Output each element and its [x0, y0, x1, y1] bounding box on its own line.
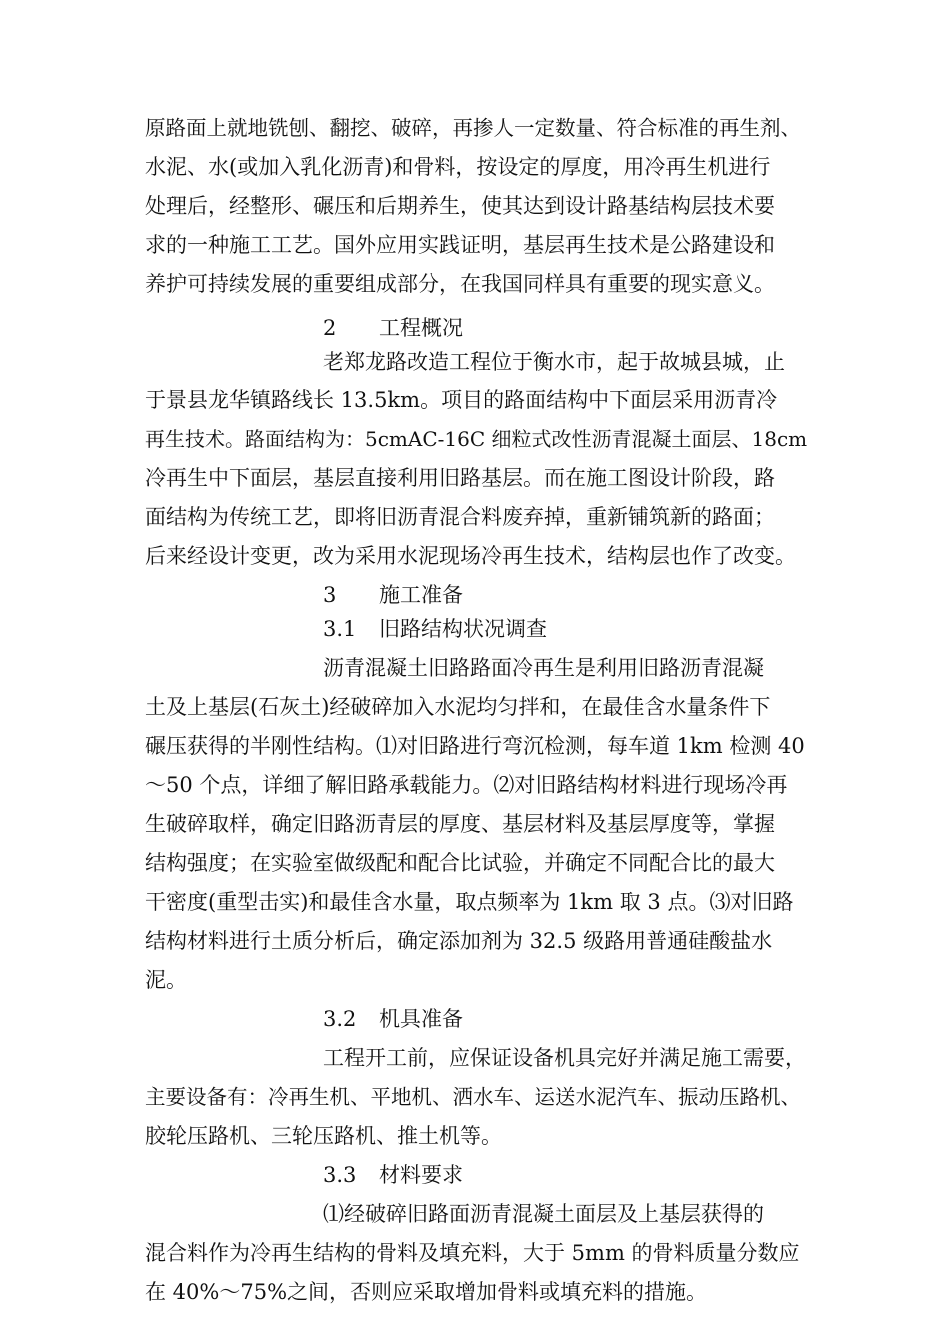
section-3-1-title: 旧路结构状况调查	[379, 617, 547, 641]
section-3-title: 施工准备	[379, 583, 463, 607]
section-3-3-number: 3.3	[323, 1163, 357, 1187]
section-3-1-line-9: 泥。	[145, 968, 187, 992]
section-2-heading	[323, 313, 463, 343]
intro-line-5: 养护可持续发展的重要组成部分，在我国同样具有重要的现实意义。	[145, 272, 775, 296]
section-3-2-heading	[323, 1004, 463, 1034]
section-3-1-line-4: ～50 个点，详细了解旧路承载能力。⑵对旧路结构材料进行现场冷再	[145, 773, 788, 797]
section-3-1-line-5: 生破碎取样，确定旧路沥青层的厚度、基层材料及基层厚度等，掌握	[145, 812, 775, 836]
section-3-1-heading	[323, 614, 547, 644]
section-3-number: 3	[323, 583, 337, 607]
section-3-3-line-3: 在 40%～75%之间，否则应采取增加骨料或填充料的措施。	[145, 1280, 708, 1304]
section-2-number: 2	[323, 316, 337, 340]
intro-line-4: 求的一种施工工艺。国外应用实践证明，基层再生技术是公路建设和	[145, 233, 775, 257]
section-3-1-line-8: 结构材料进行土质分析后，确定添加剂为 32.5 级路用普通硅酸盐水	[145, 929, 773, 953]
section-2-title: 工程概况	[379, 316, 463, 340]
intro-line-3: 处理后，经整形、碾压和后期养生，使其达到设计路基结构层技术要	[145, 194, 775, 218]
section-3-1-line-7: 干密度(重型击实)和最佳含水量，取点频率为 1km 取 3 点。⑶对旧路	[145, 890, 794, 914]
section-3-2-line-1: 工程开工前，应保证设备机具完好并满足施工需要，	[323, 1046, 806, 1070]
section-2-line-3: 再生技术。路面结构为：5cmAC-16C 细粒式改性沥青混凝土面层、18cm	[145, 427, 808, 451]
section-2-line-1: 老郑龙路改造工程位于衡水市，起于故城县城，止	[323, 350, 785, 374]
section-2-line-5: 面结构为传统工艺，即将旧沥青混合料废弃掉，重新铺筑新的路面；	[145, 505, 775, 529]
section-3-1-line-3: 碾压获得的半刚性结构。⑴对旧路进行弯沉检测，每车道 1km 检测 40	[145, 734, 805, 758]
section-3-2-number: 3.2	[323, 1007, 357, 1031]
section-3-3-title: 材料要求	[379, 1163, 463, 1187]
section-2-line-2: 于景县龙华镇路线长 13.5km。项目的路面结构中下面层采用沥青冷	[145, 388, 778, 412]
section-3-1-line-2: 土及上基层(石灰土)经破碎加入水泥均匀拌和，在最佳含水量条件下	[145, 695, 771, 719]
section-3-1-line-6: 结构强度；在实验室做级配和配合比试验，并确定不同配合比的最大	[145, 851, 775, 875]
section-3-3-heading	[323, 1160, 463, 1190]
section-3-1-number: 3.1	[323, 617, 357, 641]
section-3-1-line-1: 沥青混凝土旧路路面冷再生是利用旧路沥青混凝	[323, 656, 764, 680]
section-3-3-line-2: 混合料作为冷再生结构的骨料及填充料，大于 5mm 的骨料质量分数应	[145, 1241, 800, 1265]
section-2-line-4: 冷再生中下面层，基层直接利用旧路基层。而在施工图设计阶段，路	[145, 466, 775, 490]
intro-line-2: 水泥、水(或加入乳化沥青)和骨料，按设定的厚度，用冷再生机进行	[145, 155, 771, 179]
section-3-heading	[323, 580, 463, 610]
section-3-2-line-2: 主要设备有：冷再生机、平地机、洒水车、运送水泥汽车、振动压路机、	[145, 1085, 801, 1109]
section-3-2-title: 机具准备	[379, 1007, 463, 1031]
section-3-3-line-1: ⑴经破碎旧路面沥青混凝土面层及上基层获得的	[323, 1202, 764, 1226]
section-2-line-6: 后来经设计变更，改为采用水泥现场冷再生技术，结构层也作了改变。	[145, 544, 796, 568]
section-3-2-line-3: 胶轮压路机、三轮压路机、推土机等。	[145, 1124, 502, 1148]
intro-line-1: 原路面上就地铣刨、翻挖、破碎，再掺人一定数量、符合标准的再生剂、	[145, 116, 801, 140]
